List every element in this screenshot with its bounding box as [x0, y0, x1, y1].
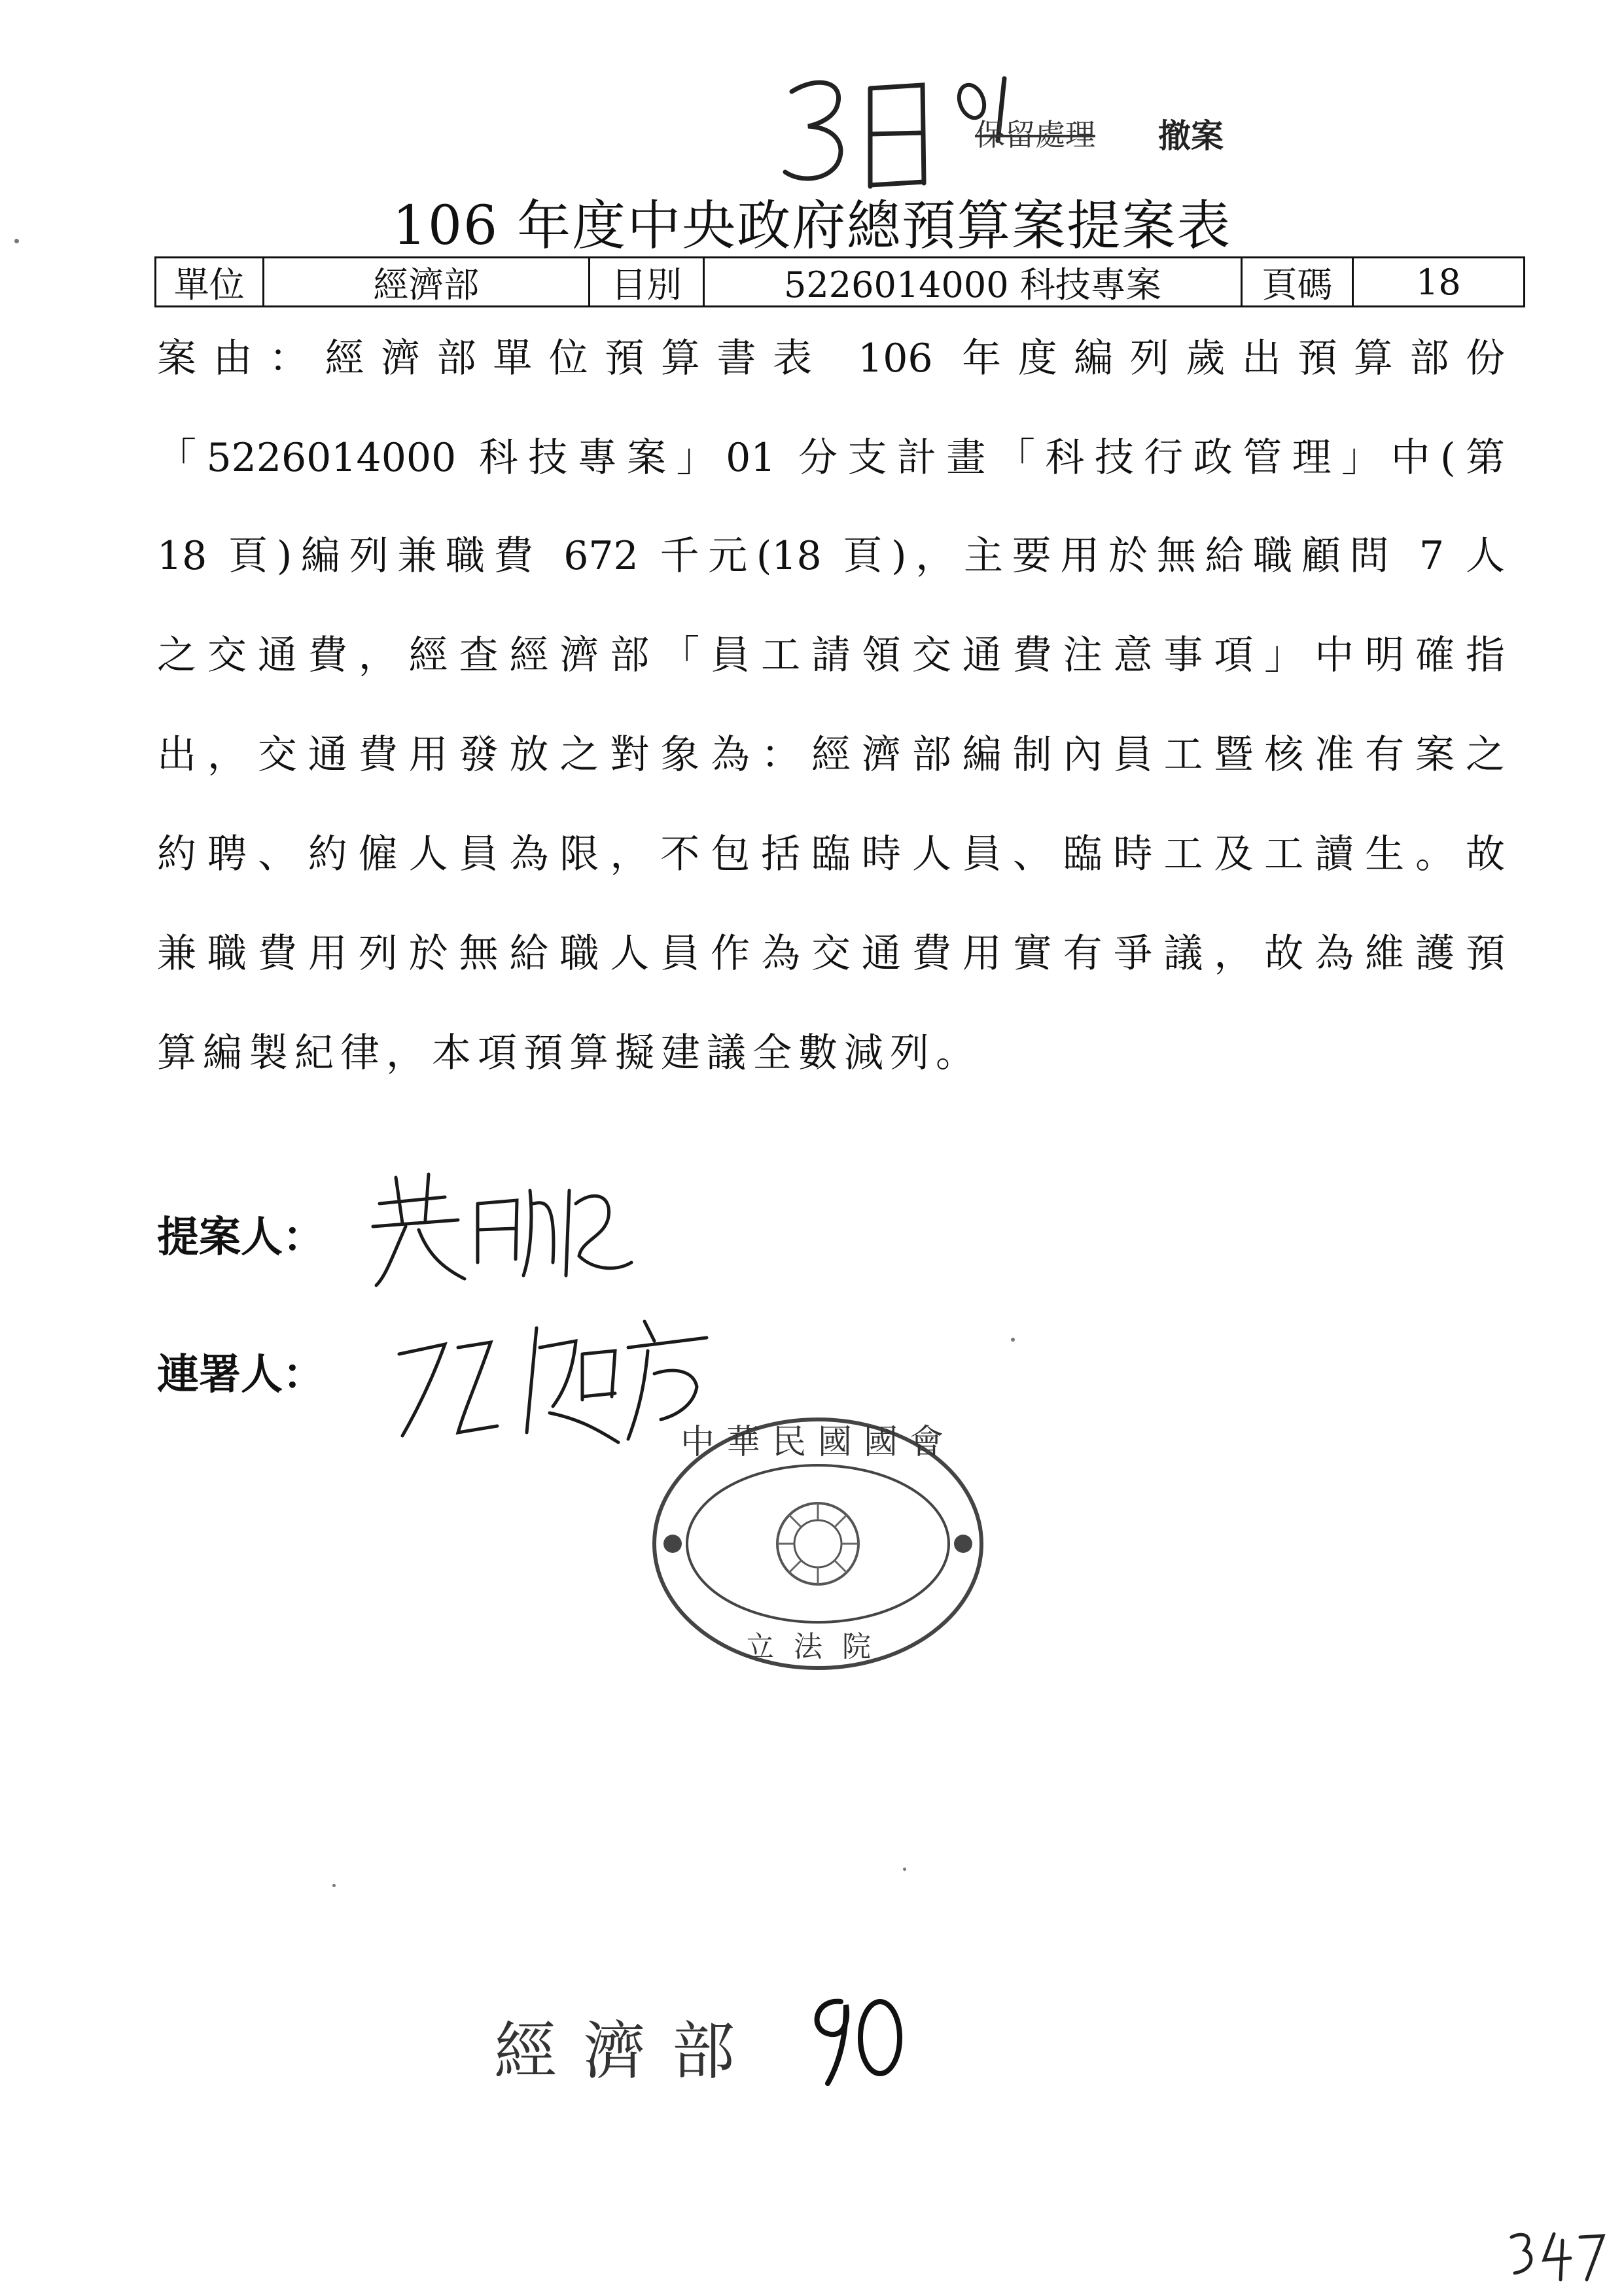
scan-speck: [903, 1868, 906, 1871]
unit-label: 單位: [156, 258, 264, 305]
reason-line: 案由：經濟部單位預算書表 106 年度編列歲出預算部份: [157, 336, 1505, 381]
reason-line: 約聘、約僱人員為限，不包括臨時人員、臨時工及工讀生。故: [157, 831, 1505, 877]
scan-speck: [332, 1884, 336, 1887]
proposer-signature: [366, 1164, 641, 1289]
scan-speck: [1011, 1338, 1015, 1342]
cosigner-label: 連署人：: [157, 1351, 325, 1399]
unit-value: 經濟部: [264, 258, 591, 305]
legislative-seal-stamp: [648, 1413, 988, 1675]
form-title: 106 年度中央政府總預算案提案表: [392, 195, 1232, 257]
header-table: [154, 256, 1525, 307]
seal-top-text: 中華民國國會: [680, 1423, 956, 1462]
scan-speck: [14, 239, 19, 243]
reason-line: 兼職費用列於無給職人員作為交通費用實有爭議，故為維護預: [157, 931, 1505, 977]
category-value: 5226014000 科技專案: [705, 258, 1243, 305]
page-label: 頁碼: [1243, 258, 1354, 305]
reason-line: 之交通費，經查經濟部「員工請領交通費注意事項」中明確指: [157, 633, 1505, 678]
reason-line: 出，交通費用發放之對象為：經濟部編制內員工暨核准有案之: [157, 732, 1505, 778]
category-label: 目別: [590, 258, 705, 305]
struck-status-text: 保留處理: [975, 117, 1095, 152]
footer-department: 經濟部: [494, 2015, 761, 2088]
reason-line: 18 頁)編列兼職費 672 千元(18 頁)，主要用於無給職顧問 7 人: [157, 533, 1505, 579]
page-value: 18: [1416, 261, 1461, 303]
seal-bottom-text: 立法院: [745, 1630, 891, 1663]
reason-line: 算編製紀律，本項預算擬建議全數減列。: [157, 1030, 981, 1076]
handwritten-number: [795, 1975, 906, 2087]
withdrawn-stamp-text: 撤案: [1158, 117, 1224, 155]
handwritten-page-mark: [1505, 2224, 1610, 2283]
proposer-label: 提案人：: [157, 1213, 325, 1262]
reason-line: 「5226014000 科技專案」01 分支計畫「科技行政管理」中(第: [157, 435, 1505, 481]
